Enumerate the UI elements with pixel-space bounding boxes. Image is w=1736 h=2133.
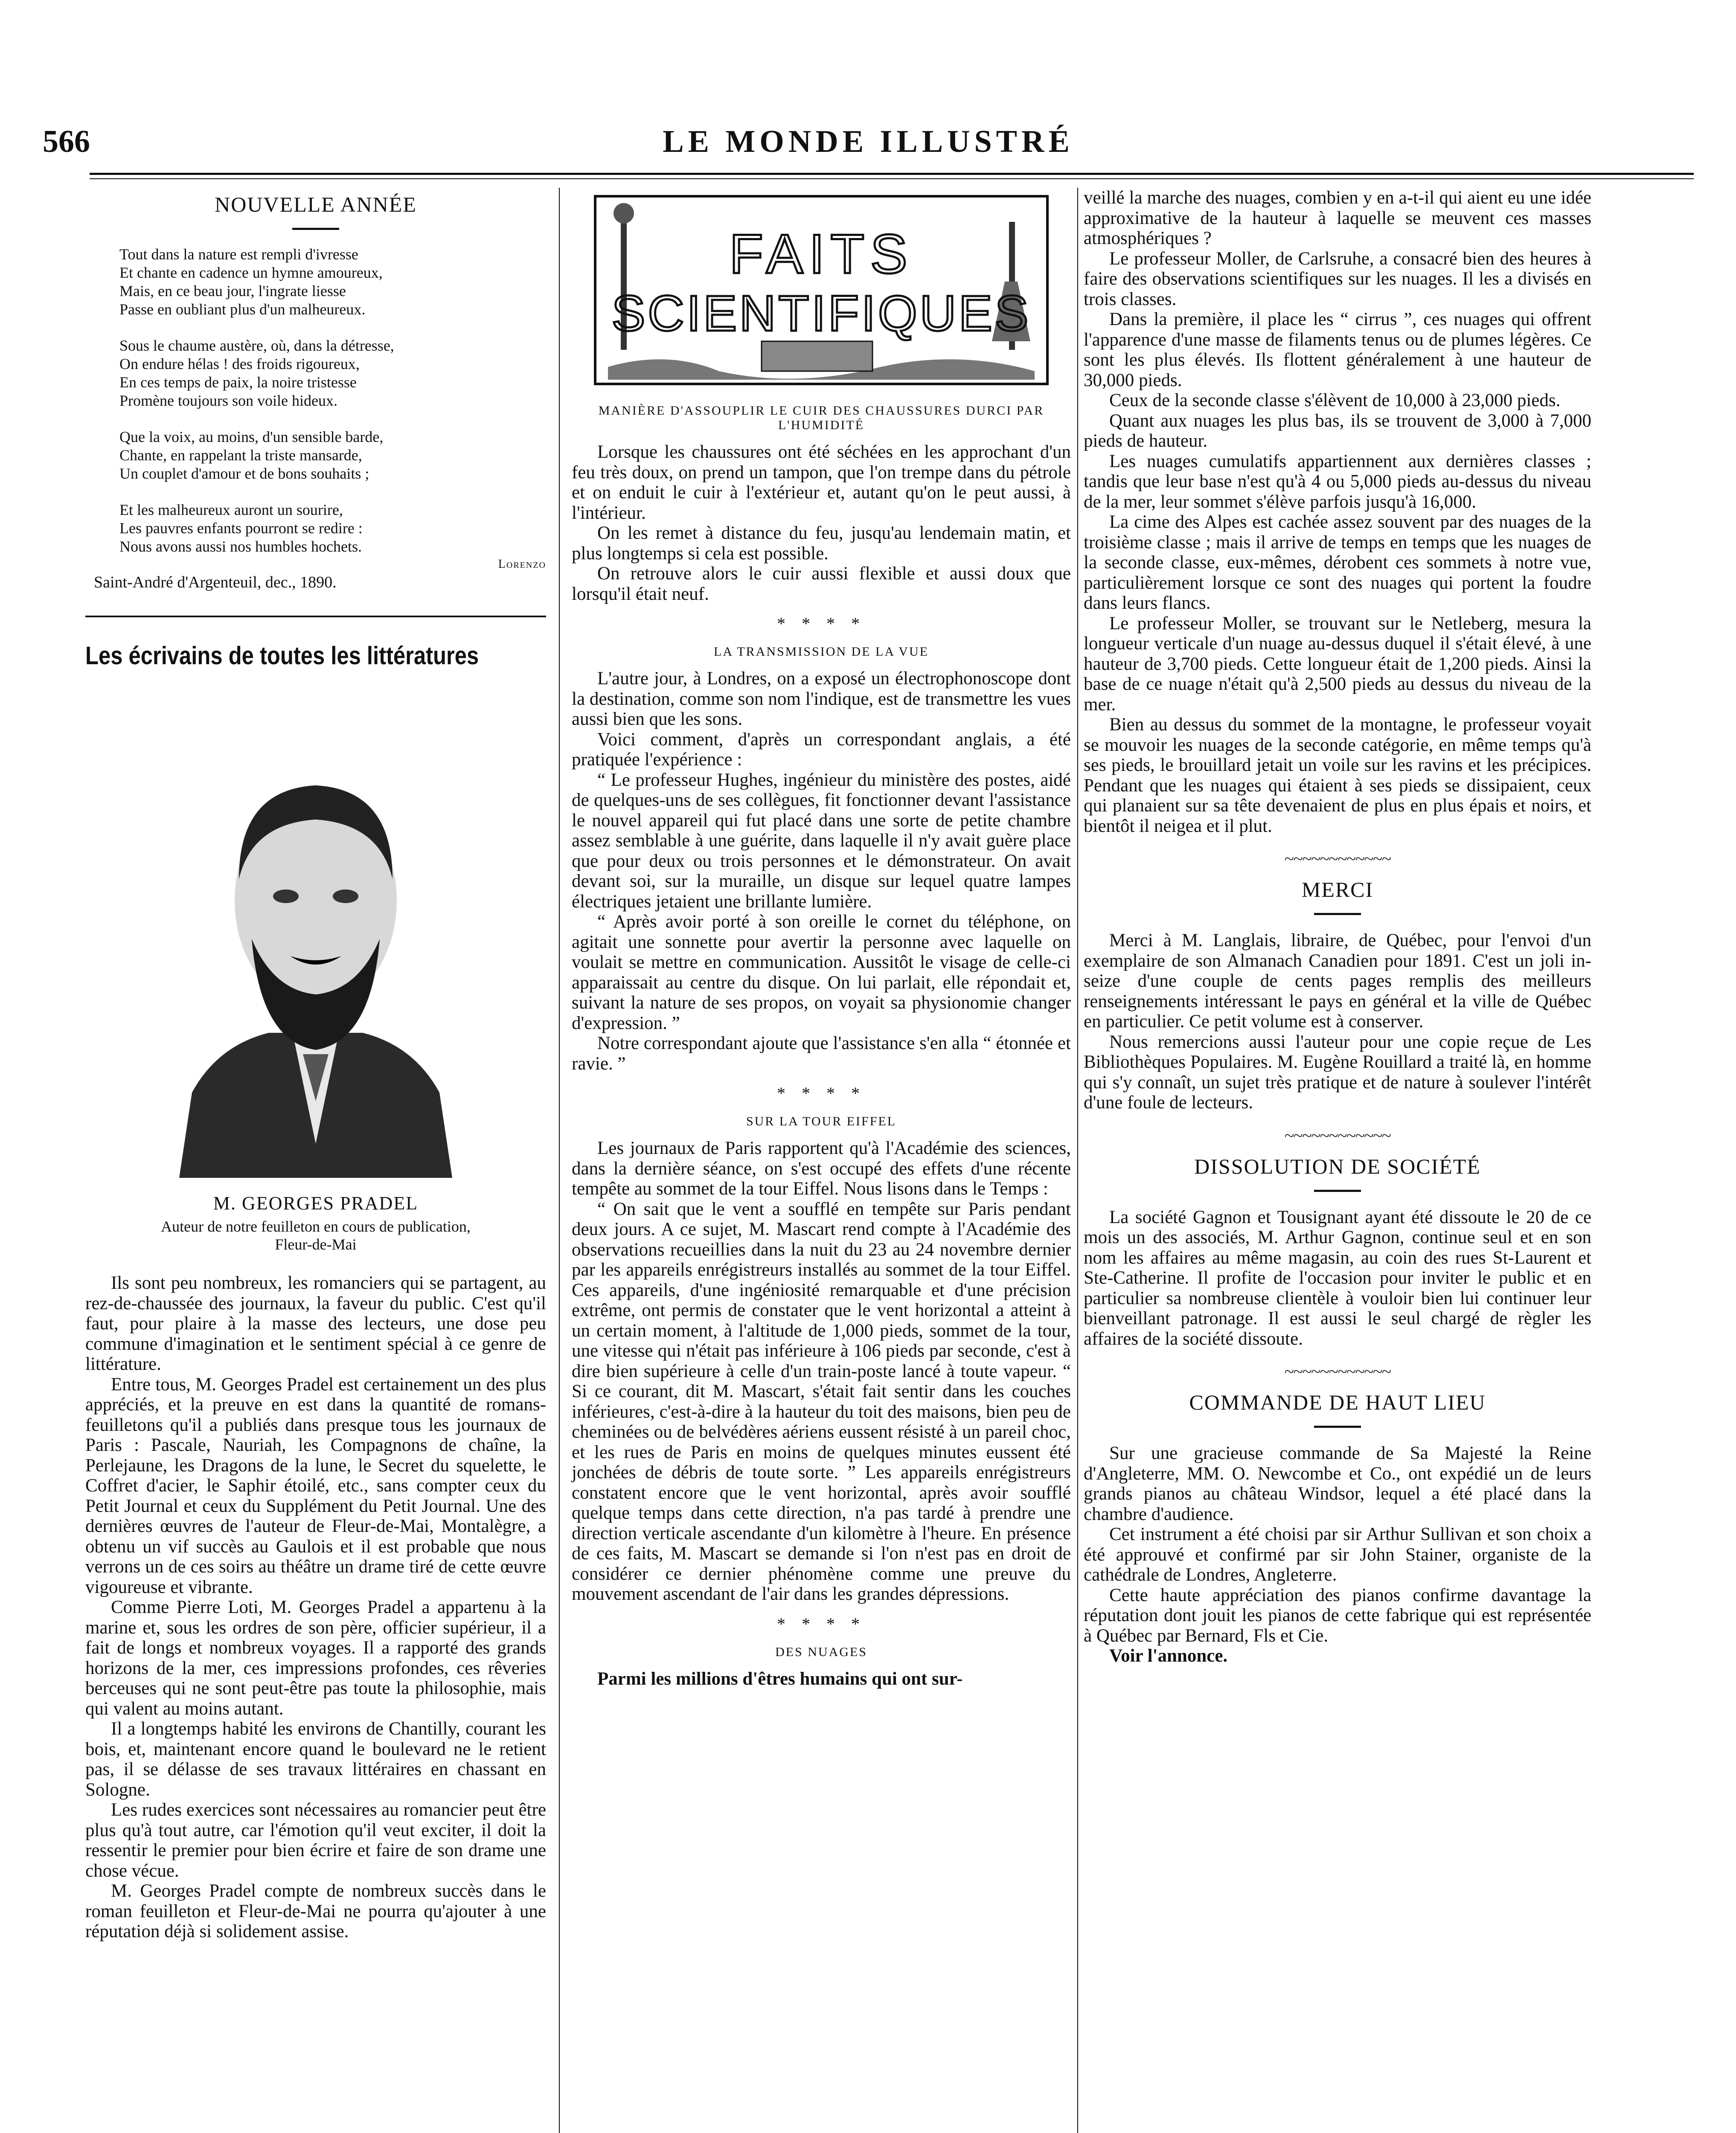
logo-line-1: FAITS <box>729 223 913 285</box>
paragraph: La cime des Alpes est cachée assez souvent par des nuages de la troisième classe ; mais il arrive de temps en temps que les nuages de la seconde classe, eux-mêmes, dérobent ces sommets à notre vue, particulièrement lorsque ce sont des nuages qui portent la foudre dans leurs flancs. <box>1084 512 1591 613</box>
paragraph: Cette haute appréciation des pianos confirme davantage la réputation dont jouit les pianos de cette fabrique qui est représentée à Québec par Bernard, Fls et Cie. <box>1084 1585 1591 1646</box>
paragraph: Ils sont peu nombreux, les romanciers qui se partagent, au rez-de-chaussée des journaux, la faveur du public. C'est qu'il faut, pour plaire à la masse des lecteurs, une dose peu commune d'imagination et le sentiment spécial à ce genre de littérature. <box>85 1273 546 1374</box>
poem-line: Promène toujours son voile hideux. <box>119 392 337 409</box>
poem-line: Passe en oubliant plus d'un malheureux. <box>119 301 366 318</box>
poem-line: En ces temps de paix, la noire tristesse <box>119 374 357 391</box>
paragraph: Parmi les millions d'êtres humains qui ont sur- <box>597 1668 963 1689</box>
poem <box>85 245 546 556</box>
poem-stanza <box>119 337 546 410</box>
column-divider <box>559 188 560 2133</box>
section-title: Les écrivains de toutes les littératures <box>85 642 479 670</box>
poem-title: NOUVELLE ANNÉE <box>215 192 417 216</box>
poem-stanza <box>119 501 546 556</box>
article-body <box>85 1273 546 1942</box>
masthead <box>43 115 1694 171</box>
logo-line-2: SCIENTIFIQUES <box>611 285 1031 342</box>
paragraph: Dans la première, il place les “ cirrus ”, ces nuages qui offrent l'apparence d'une masse de filaments tenus ou de plumes légères. Ce sont les plus élevés. Ils flottent généralement à une hauteur de 30,000 pieds. <box>1084 309 1591 390</box>
article-body <box>1084 1443 1591 1666</box>
poem-line: Les pauvres enfants pourront se redire : <box>119 520 363 537</box>
paragraph: Il a longtemps habité les environs de Chantilly, courant les bois, et, maintenant encore quand le boulevard ne le retient pas, il se délasse de ses travaux littéraires en chassant en Sologne. <box>85 1719 546 1800</box>
paragraph: “ On sait que le vent a soufflé en tempête sur Paris pendant deux jours. A ce sujet, M. Mascart rend compte à l'Académie des observations recueillies dans la nuit du 23 au 24 novembre dernier par les appareils enrégistreurs installés au sommet de la tour Eiffel. Ces appareils, d'une ingéniosité remarquable et d'une précision extrême, ont permis de constater que le vent horizontal a atteint à un certain moment, à l'altitude de 1,000 pieds, sommet de la tour, une vitesse qui n'était pas inférieure à 106 pieds par seconde, c'est à dire bien supérieure à celle d'un train-poste lancé à toute vapeur. “ Si ce courant, dit M. Mascart, s'était fait sentir dans les couches inférieures, c'est-à-dire à la hauteur du toit des maisons, bien peu de cheminées ou de belvédères aériens eussent résisté à un pareil choc, et les rues de Paris en moins de quelques minutes eussent été jonchées de débris de toute sorte. ” Les appareils enrégistreurs constatent encore que le vent horizontal, après avoir soufflé quelque temps dans cette direction, n'a pas tardé à prendre une direction verticale ascendante d'un kilomètre à l'heure. En présence de ces faits, M. Mascart se demande si l'on n'est pas en droit de considérer ce dernier phénomène comme une preuve du mouvement ascendant de l'air dans les grandes dépressions. <box>572 1199 1071 1604</box>
paragraph: Cet instrument a été choisi par sir Arthur Sullivan et son choix a été approuvé et confirmé par sir John Stainer, organiste de la cathédrale de Londres, Angleterre. <box>1084 1524 1591 1585</box>
article-body <box>572 1669 1071 1689</box>
page-number: 566 <box>43 124 90 159</box>
paragraph: On retrouve alors le cuir aussi flexible et aussi doux que lorsqu'il était neuf. <box>572 564 1071 604</box>
poem-line: On endure hélas ! des froids rigoureux, <box>119 355 360 372</box>
masthead-rule <box>90 173 1694 175</box>
poem-stanza <box>119 245 546 319</box>
poem-line: Que la voix, au moins, d'un sensible barde, <box>119 428 384 445</box>
poem-line: Et chante en cadence un hymne amoureux, <box>119 264 383 281</box>
faits-scientifiques-logo <box>582 188 1060 392</box>
subheading: MANIÈRE D'ASSOUPLIR LE CUIR DES CHAUSSURES DURCI PAR L'HUMIDITÉ <box>598 404 1044 432</box>
title-rule <box>1314 1426 1361 1428</box>
subheading: DES NUAGES <box>775 1645 867 1659</box>
portrait-name: M. GEORGES PRADEL <box>213 1193 419 1214</box>
title-rule <box>1314 1190 1361 1192</box>
paragraph: veillé la marche des nuages, combien y en a-t-il qui aient eu une idée approximative de la hauteur à laquelle se meuvent ces masses atmosphériques ? <box>1084 188 1591 248</box>
column-middle <box>572 188 1071 1689</box>
paragraph: Nous remercions aussi l'auteur pour une copie reçue de Les Bibliothèques Populaires. M. Eugène Rouillard a traité là, en homme qui s'y connaît, un sujet très pratique et de nature à soulever l'intérêt d'une foule de lecteurs. <box>1084 1032 1591 1113</box>
paragraph: Comme Pierre Loti, M. Georges Pradel a appartenu à la marine et, sous les ordres de son père, officier supérieur, il a fait de longs et nombreux voyages. Il a rapporté des grands horizons de la mer, ces impressions profondes, ces rêveries berceuses qui ne sont peut-être pas toute la philosophie, mais qui valent au moins autant. <box>85 1597 546 1719</box>
poem-line: Mais, en ce beau jour, l'ingrate liesse <box>119 282 346 299</box>
column-divider <box>1077 188 1078 2133</box>
article-body <box>572 442 1071 604</box>
portrait-caption <box>85 1218 546 1253</box>
wavy-divider: ~~~~~~~~~~~~ <box>1284 849 1391 869</box>
paragraph: Lorsque les chaussures ont été séchées en les approchant d'un feu très doux, on prend un tampon, que l'on trempe dans du pétrole et on enduit le cuir à l'extérieur et, autant qu'on le peut aussi, à l'intérieur. <box>572 442 1071 523</box>
newspaper-title: LE MONDE ILLUSTRÉ <box>663 124 1074 159</box>
poem-line: Sous le chaume austère, où, dans la détresse, <box>119 337 394 354</box>
paragraph: Le professeur Moller, de Carlsruhe, a consacré bien des heures à faire des observations scientifiques sur les nuages. Il les a divisés en trois classes. <box>1084 248 1591 309</box>
poem-signature: Lorenzo <box>498 558 546 571</box>
subheading: LA TRANSMISSION DE LA VUE <box>714 645 929 659</box>
paragraph: Merci à M. Langlais, libraire, de Québec, pour l'envoi d'un exemplaire de son Almanach Canadien pour 1891. C'est un joli in-seize d'une couple de cents pages remplis des meilleurs renseignements intéressant le pays en général et la ville de Québec en particulier. Ce petit volume est à conserver. <box>1084 930 1591 1032</box>
paragraph: Notre correspondant ajoute que l'assistance s'en alla “ étonnée et ravie. ” <box>572 1033 1071 1074</box>
poem-stanza <box>119 428 546 483</box>
section-heading: MERCI <box>1301 878 1374 901</box>
paragraph: Quant aux nuages les plus bas, ils se trouvent de 3,000 à 7,000 pieds de hauteur. <box>1084 410 1591 451</box>
section-heading: COMMANDE DE HAUT LIEU <box>1189 1390 1486 1414</box>
paragraph: Ceux de la seconde classe s'élèvent de 10,000 à 23,000 pieds. <box>1109 390 1561 410</box>
paragraph: On les remet à distance du feu, jusqu'au lendemain matin, et plus longtemps si cela est possible. <box>572 523 1071 564</box>
paragraph: Bien au dessus du sommet de la montagne, le professeur voyait se mouvoir les nuages de la seconde catégorie, en même temps qu'à ses pieds, le brouillard jetait un voile sur les ravins et les précipices. Pendant que les nuages qui étaient à ses pieds se dissipaient, ceux qui planaient sur sa tête devenaient de plus en plus épais et noirs, et bientôt il neigea et il plut. <box>1084 715 1591 836</box>
paragraph: Voir l'annonce. <box>1109 1646 1228 1666</box>
wavy-divider: ~~~~~~~~~~~~ <box>1284 1126 1391 1146</box>
caption-line: Auteur de notre feuilleton en cours de publication, <box>161 1218 471 1235</box>
article-body <box>572 1138 1071 1604</box>
poem-place-date: Saint-André d'Argenteuil, dec., 1890. <box>94 573 337 591</box>
column-right <box>1084 188 1591 1666</box>
paragraph: Le professeur Moller, se trouvant sur le Netleberg, mesura la longueur verticale d'un nuage au-dessus duquel il s'était élevé, à une hauteur de 3,700 pieds. Cette longueur était de 1,200 pieds. Ainsi la base de ce nuage n'était qu'à 2,500 pieds au dessus du niveau de la mer. <box>1084 613 1591 715</box>
section-stars: * * * * <box>777 1614 866 1633</box>
poem-line: Chante, en rappelant la triste mansarde, <box>119 447 362 464</box>
title-rule <box>1314 913 1361 915</box>
paragraph: L'autre jour, à Londres, on a exposé un électrophonoscope dont la destination, comme son nom l'indique, est de transmettre les vues aussi bien que les sons. <box>572 668 1071 729</box>
article-body <box>572 668 1071 1074</box>
section-stars: * * * * <box>777 614 866 633</box>
portrait-illustration <box>166 717 465 1178</box>
section-stars: * * * * <box>777 1084 866 1103</box>
caption-line: Fleur-de-Mai <box>275 1236 357 1253</box>
paragraph: Les journaux de Paris rapportent qu'à l'Académie des sciences, dans la dernière séance, on s'est occupé des effets d'une récente tempête au sommet de la tour Eiffel. Nous lisons dans le Temps : <box>572 1138 1071 1199</box>
paragraph: Voici comment, d'après un correspondant anglais, a été pratiquée l'expérience : <box>572 729 1071 770</box>
article-body <box>1084 1207 1591 1349</box>
paragraph: “ Après avoir porté à son oreille le cornet du téléphone, on agitait une sonnette pour avertir la personne avec laquelle on voulait se mettre en communication. Aussitôt le visage de celle-ci apparaissait au centre du disque. On lui parlait, elle répondait et, suivant la nature de ses propos, on voyait sa physionomie changer d'expression. ” <box>572 912 1071 1033</box>
poem-line: Tout dans la nature est rempli d'ivresse <box>119 246 358 263</box>
paragraph: La société Gagnon et Tousignant ayant été dissoute le 20 de ce mois un des associés, M. Arthur Gagnon, continue seul et en son nom les affaires au même magasin, au coin des rues St-Laurent et Ste-Catherine. Il profite de l'occasion pour inviter le public et en particulier sa nombreuse clientèle à vouloir bien lui continuer leur bienveillant patronage. Il est aussi le seul chargé de règler les affaires de la société dissoute. <box>1084 1207 1591 1349</box>
poem-line: Un couplet d'amour et de bons souhaits ; <box>119 465 369 482</box>
masthead-rule-thin <box>90 178 1694 179</box>
wavy-divider: ~~~~~~~~~~~~ <box>1284 1362 1391 1382</box>
paragraph: Sur une gracieuse commande de Sa Majesté la Reine d'Angleterre, MM. O. Newcombe et Co., ont expédié un de leurs grands pianos au château Windsor, lequel a été placé dans la chambre d'audience. <box>1084 1443 1591 1524</box>
section-divider <box>85 616 546 617</box>
poem-line: Nous avons aussi nos humbles hochets. <box>119 538 362 555</box>
section-heading: DISSOLUTION DE SOCIÉTÉ <box>1194 1154 1481 1178</box>
paragraph: Les nuages cumulatifs appartiennent aux dernières classes ; tandis que leur base n'est qu'à 4 ou 5,000 pieds au-dessus du niveau de la mer, leur sommet s'élève parfois jusqu'à 16,000. <box>1084 451 1591 512</box>
paragraph: Entre tous, M. Georges Pradel est certainement un des plus appréciés, et la preuve en est dans la quantité de romans-feuilletons qu'il a publiés dans presque tous les journaux de Paris : Pascale, Nauriah, les Compagnons de chaîne, la Perlejaune, les Dragons de la lune, le Secret du squelette, le Coffret d'acier, le Saphir étoilé, etc., sans compter ceux du Petit Journal et ceux du Supplément du Petit Journal. Une des dernières œuvres de l'auteur de Fleur-de-Mai, Montalègre, a obtenu un vif succès au Gaulois et il est probable que nous verrons un de ces soirs au théâtre un drame tiré de cette œuvre vigoureuse et vibrante. <box>85 1374 546 1597</box>
poem-line: Et les malheureux auront un sourire, <box>119 501 343 518</box>
article-body <box>1084 188 1591 836</box>
paragraph: “ Le professeur Hughes, ingénieur du ministère des postes, aidé de quelques-uns de ses collègues, fit fonctionner devant l'assistance le nouvel appareil qui fut placé dans une sorte de petite chambre assez semblable à une guérite, dans laquelle il n'y avait guère place que pour deux ou trois personnes et le démonstrateur. On avait devant soi, sur la muraille, un disque sur lequel quatre lampes électriques jetaient une brillante lumière. <box>572 770 1071 912</box>
title-rule <box>292 228 339 230</box>
article-body <box>1084 930 1591 1113</box>
column-left <box>85 188 546 1942</box>
paragraph: M. Georges Pradel compte de nombreux succès dans le roman feuilleton et Fleur-de-Mai ne pourra qu'ajouter à une réputation déjà si solidement assise. <box>85 1881 546 1941</box>
paragraph: Les rudes exercices sont nécessaires au romancier peut être plus qu'à tout autre, car l'émotion qu'il veut exciter, il doit la ressentir le premier pour bien écrire et faire de son drame une chose vécue. <box>85 1800 546 1881</box>
subheading: SUR LA TOUR EIFFEL <box>746 1114 897 1128</box>
